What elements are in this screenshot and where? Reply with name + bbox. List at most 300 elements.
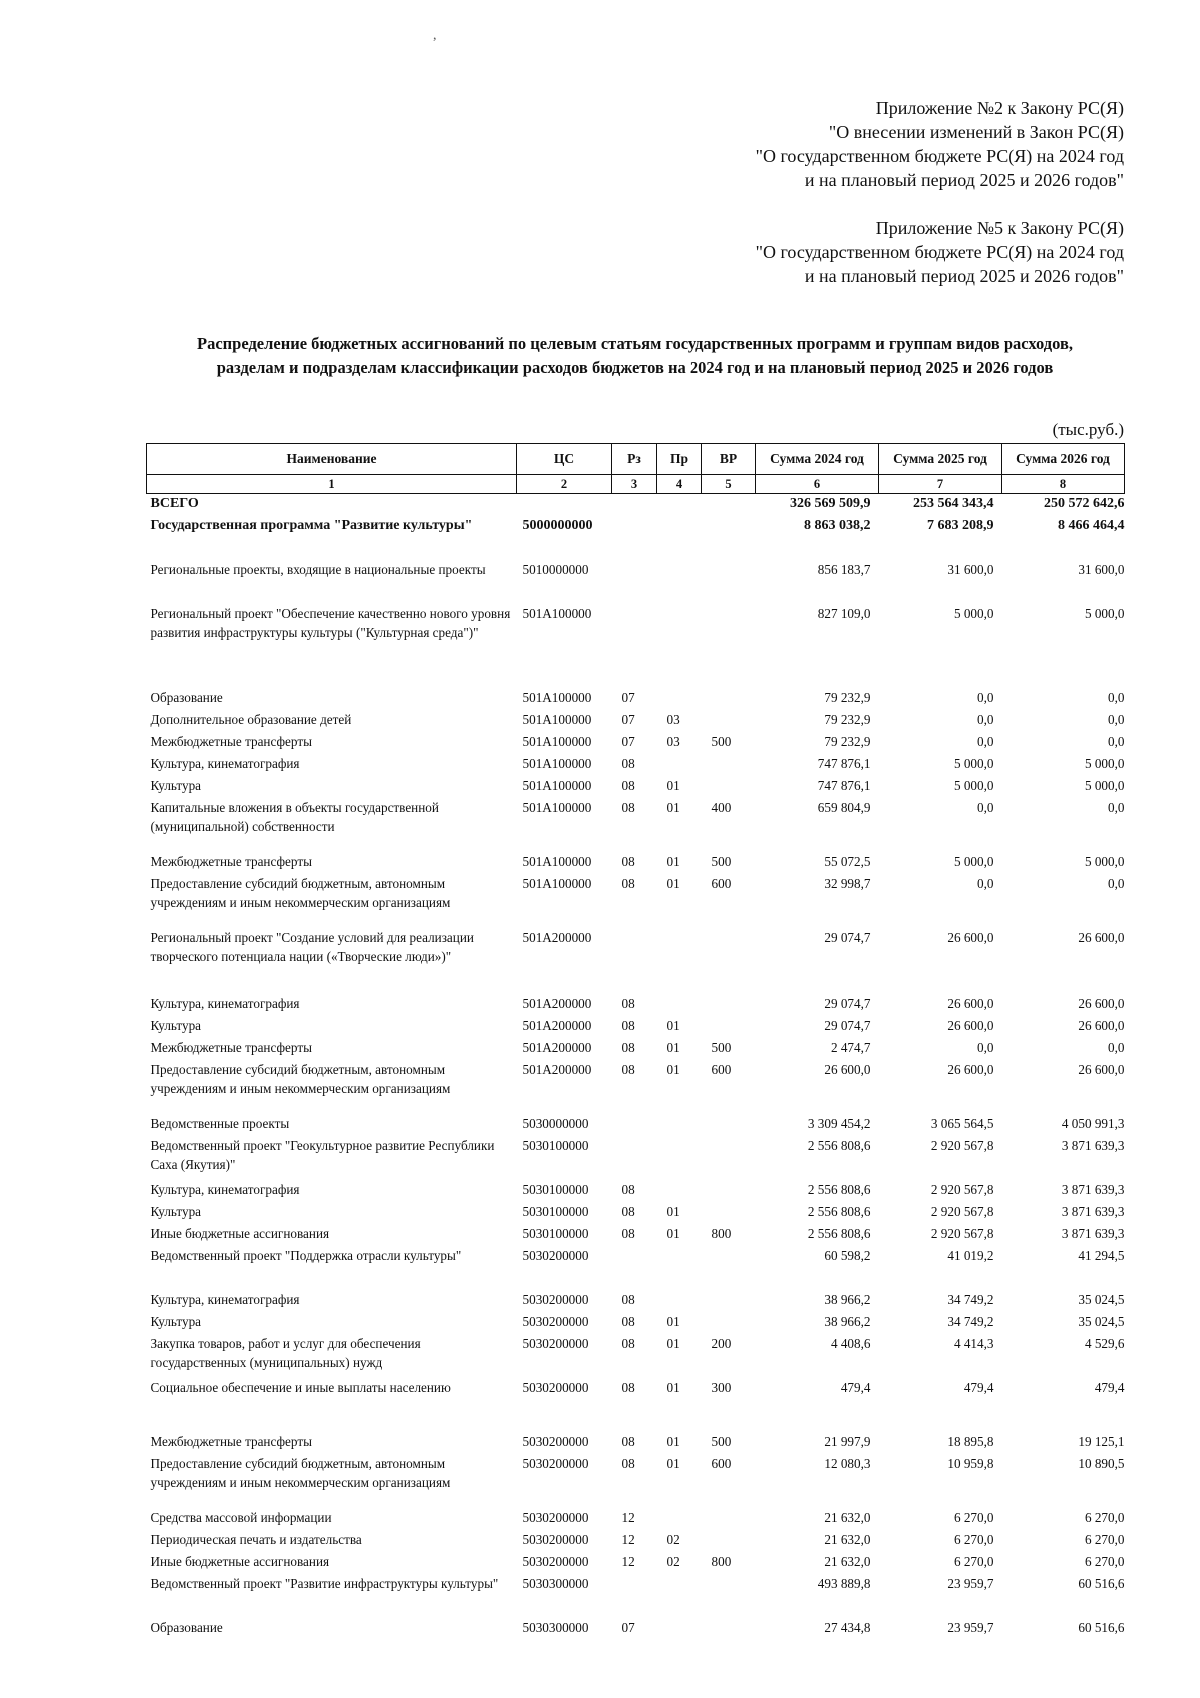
table-row [147, 1618, 1125, 1640]
table-header-row [147, 444, 1125, 475]
cell-pr: 03 [666, 734, 680, 749]
cell-vr [702, 516, 756, 560]
table-row [147, 516, 1125, 560]
table-row [147, 1290, 1125, 1312]
cell-vr: 500 [711, 1040, 732, 1055]
cell-sum-2024: 4 408,6 [830, 1336, 871, 1351]
cell-sum-2025: 2 920 567,8 [930, 1182, 994, 1197]
cell-sum-2026: 26 600,0 [1078, 996, 1125, 1011]
cell-cs: 5030200000 [522, 1336, 589, 1351]
cell-name: Иные бюджетные ассигнования [150, 1554, 330, 1569]
cell-sum-2025: 6 270,0 [953, 1532, 994, 1547]
table-row [147, 1552, 1125, 1574]
cell-sum-2025: 26 600,0 [947, 930, 994, 945]
cell-cs: 501A100000 [522, 756, 592, 771]
cell-sum-2024: 29 074,7 [824, 930, 871, 945]
cell-rz: 08 [621, 1292, 635, 1307]
cell-sum-2024: 856 183,7 [817, 562, 871, 577]
cell-pr: 01 [666, 1456, 680, 1471]
cell-pr [657, 1180, 702, 1202]
cell-vr [702, 1574, 756, 1618]
cell-vr [702, 604, 756, 688]
table-row [147, 1574, 1125, 1618]
table-row [147, 928, 1125, 994]
table-row [147, 494, 1125, 517]
cell-pr [657, 994, 702, 1016]
cell-sum-2025: 26 600,0 [947, 1018, 994, 1033]
cell-sum-2026: 35 024,5 [1078, 1292, 1125, 1307]
cell-sum-2024: 32 998,7 [824, 876, 871, 891]
cell-cs: 5030200000 [522, 1314, 589, 1329]
cell-vr: 800 [711, 1554, 732, 1569]
column-header-name: Наименование [147, 444, 517, 475]
title-line: Распределение бюджетных ассигнований по целевым статьям государственных программ и группам видов расходов, [197, 334, 1073, 353]
appendix-line: и на плановый период 2025 и 2026 годов" [804, 266, 1124, 286]
cell-sum-2025: 41 019,2 [947, 1248, 994, 1263]
table-row [147, 604, 1125, 688]
cell-rz: 08 [621, 1336, 635, 1351]
cell-sum-2026: 6 270,0 [1084, 1532, 1125, 1547]
cell-pr [657, 688, 702, 710]
cell-rz: 08 [621, 1018, 635, 1033]
cell-sum-2026: 19 125,1 [1078, 1434, 1125, 1449]
cell-sum-2025: 34 749,2 [947, 1292, 994, 1307]
cell-vr [702, 710, 756, 732]
cell-pr: 03 [666, 712, 680, 727]
cell-sum-2026: 0,0 [1108, 712, 1125, 727]
column-number: 8 [1002, 475, 1125, 494]
cell-sum-2024: 26 600,0 [824, 1062, 871, 1077]
cell-sum-2024: 2 556 808,6 [807, 1204, 871, 1219]
document-title [140, 332, 1130, 380]
cell-cs: 5030200000 [522, 1292, 589, 1307]
cell-rz: 08 [621, 1456, 635, 1471]
table-row [147, 732, 1125, 754]
cell-sum-2024: 2 556 808,6 [807, 1182, 871, 1197]
cell-sum-2024: 2 556 808,6 [807, 1138, 871, 1153]
budget-table [146, 443, 1125, 1640]
cell-sum-2026: 3 871 639,3 [1061, 1226, 1125, 1241]
cell-cs: 5030200000 [522, 1456, 589, 1471]
cell-sum-2025: 10 959,8 [947, 1456, 994, 1471]
cell-pr [657, 516, 702, 560]
cell-sum-2026: 4 050 991,3 [1061, 1116, 1125, 1131]
table-row [147, 1432, 1125, 1454]
cell-pr: 01 [666, 876, 680, 891]
cell-sum-2024: 2 556 808,6 [807, 1226, 871, 1241]
cell-pr [657, 1246, 702, 1290]
table-row [147, 1136, 1125, 1180]
cell-vr: 500 [711, 734, 732, 749]
table-row [147, 1530, 1125, 1552]
cell-cs: 5030100000 [522, 1138, 589, 1153]
cell-rz: 08 [621, 778, 635, 793]
cell-pr [657, 560, 702, 604]
column-number: 4 [657, 475, 702, 494]
table-row [147, 874, 1125, 928]
cell-vr [702, 560, 756, 604]
column-number: 2 [517, 475, 612, 494]
cell-vr: 400 [711, 800, 732, 815]
cell-name: Межбюджетные трансферты [150, 1040, 312, 1055]
table-row [147, 1312, 1125, 1334]
cell-sum-2025: 4 414,3 [953, 1336, 994, 1351]
cell-vr [702, 1246, 756, 1290]
column-number: 5 [702, 475, 756, 494]
cell-cs: 5030100000 [522, 1182, 589, 1197]
table-row [147, 1114, 1125, 1136]
cell-vr [702, 688, 756, 710]
table-row [147, 1334, 1125, 1378]
cell-sum-2026: 3 871 639,3 [1061, 1138, 1125, 1153]
cell-sum-2025: 5 000,0 [953, 606, 994, 621]
cell-pr [657, 1114, 702, 1136]
cell-name: Государственная программа "Развитие культуры" [150, 518, 473, 533]
table-row [147, 852, 1125, 874]
cell-rz: 12 [621, 1554, 635, 1569]
appendix-note-5 [756, 216, 1124, 288]
cell-vr [702, 776, 756, 798]
cell-sum-2026: 60 516,6 [1078, 1576, 1125, 1591]
cell-sum-2026: 0,0 [1108, 800, 1125, 815]
cell-pr: 01 [666, 778, 680, 793]
column-number: 7 [879, 475, 1002, 494]
cell-sum-2025: 23 959,7 [947, 1620, 994, 1635]
cell-name: Капитальные вложения в объекты государственной (муниципальной) собственности [150, 800, 439, 834]
table-row [147, 1246, 1125, 1290]
cell-cs: 501A200000 [522, 1040, 592, 1055]
cell-sum-2024: 29 074,7 [824, 996, 871, 1011]
cell-name: Ведомственный проект "Геокультурное развитие Республики Саха (Якутия)" [150, 1138, 495, 1172]
cell-sum-2026: 26 600,0 [1078, 1062, 1125, 1077]
cell-pr [657, 1618, 702, 1640]
cell-cs: 501A200000 [522, 996, 592, 1011]
cell-rz: 07 [621, 712, 635, 727]
table-row [147, 754, 1125, 776]
cell-sum-2025: 0,0 [977, 734, 994, 749]
cell-sum-2024: 79 232,9 [824, 734, 871, 749]
column-number: 6 [756, 475, 879, 494]
cell-name: Предоставление субсидий бюджетным, автономным учреждениям и иным некоммерческим организациям [150, 1456, 451, 1490]
cell-sum-2026: 0,0 [1108, 1040, 1125, 1055]
cell-name: Культура [150, 1204, 202, 1219]
cell-sum-2026: 35 024,5 [1078, 1314, 1125, 1329]
cell-pr: 01 [666, 1380, 680, 1395]
cell-name: Социальное обеспечение и иные выплаты населению [150, 1380, 451, 1395]
appendix-note-2 [756, 96, 1124, 192]
cell-sum-2025: 3 065 564,5 [930, 1116, 994, 1131]
cell-vr [702, 1290, 756, 1312]
cell-name: Межбюджетные трансферты [150, 854, 312, 869]
cell-cs: 5030300000 [522, 1620, 589, 1635]
column-header-sum-2024: Сумма 2024 год [756, 444, 879, 475]
cell-sum-2024: 479,4 [840, 1380, 871, 1395]
title-line: разделам и подразделам классификации расходов бюджетов на 2024 год и на плановый период 2025 и 2026 годов [216, 358, 1054, 377]
cell-rz: 07 [621, 734, 635, 749]
cell-sum-2024: 38 966,2 [824, 1292, 871, 1307]
column-header-cs: ЦС [517, 444, 612, 475]
cell-name: Предоставление субсидий бюджетным, автономным учреждениям и иным некоммерческим организациям [150, 876, 451, 910]
cell-name: Культура, кинематография [150, 1292, 300, 1307]
cell-cs: 5030200000 [522, 1248, 589, 1263]
cell-sum-2024: 21 997,9 [824, 1434, 871, 1449]
cell-sum-2024: 493 889,8 [817, 1576, 871, 1591]
cell-cs: 501A100000 [522, 606, 592, 621]
cell-sum-2026: 0,0 [1108, 876, 1125, 891]
table-row [147, 1508, 1125, 1530]
cell-pr: 01 [666, 1204, 680, 1219]
cell-cs: 5030100000 [522, 1226, 589, 1241]
cell-sum-2025: 0,0 [977, 712, 994, 727]
cell-sum-2024: 38 966,2 [824, 1314, 871, 1329]
cell-sum-2025: 5 000,0 [953, 854, 994, 869]
cell-vr [702, 928, 756, 994]
cell-sum-2024: 21 632,0 [824, 1510, 871, 1525]
table-row [147, 688, 1125, 710]
cell-pr: 01 [666, 1314, 680, 1329]
cell-name: Иные бюджетные ассигнования [150, 1226, 330, 1241]
table-row [147, 1060, 1125, 1114]
cell-vr [702, 1016, 756, 1038]
cell-vr [702, 1180, 756, 1202]
appendix-line: и на плановый период 2025 и 2026 годов" [804, 170, 1124, 190]
cell-vr [702, 1202, 756, 1224]
cell-vr [702, 494, 756, 517]
cell-cs: 5030200000 [522, 1510, 589, 1525]
cell-name: Межбюджетные трансферты [150, 1434, 312, 1449]
cell-rz [612, 1114, 657, 1136]
table-row [147, 798, 1125, 852]
cell-rz: 08 [621, 1062, 635, 1077]
cell-sum-2026: 31 600,0 [1078, 562, 1125, 577]
column-header-pr: Пр [657, 444, 702, 475]
cell-pr: 02 [666, 1554, 680, 1569]
cell-rz [612, 560, 657, 604]
cell-name: Дополнительное образование детей [150, 712, 352, 727]
cell-name: Предоставление субсидий бюджетным, автономным учреждениям и иным некоммерческим организациям [150, 1062, 451, 1096]
cell-pr: 02 [666, 1532, 680, 1547]
cell-cs: 501A100000 [522, 854, 592, 869]
cell-name: Ведомственный проект "Поддержка отрасли культуры" [150, 1248, 462, 1263]
cell-sum-2025: 2 920 567,8 [930, 1204, 994, 1219]
cell-name: Образование [150, 690, 223, 705]
cell-pr [657, 1574, 702, 1618]
cell-rz: 08 [621, 1226, 635, 1241]
cell-sum-2026: 6 270,0 [1084, 1510, 1125, 1525]
cell-sum-2025: 31 600,0 [947, 562, 994, 577]
cell-name: Культура, кинематография [150, 756, 300, 771]
cell-name: Периодическая печать и издательства [150, 1532, 362, 1547]
cell-rz [612, 494, 657, 517]
cell-sum-2024: 827 109,0 [817, 606, 871, 621]
cell-sum-2026: 26 600,0 [1078, 1018, 1125, 1033]
cell-sum-2026: 26 600,0 [1078, 930, 1125, 945]
cell-vr: 600 [711, 1456, 732, 1471]
cell-rz [612, 516, 657, 560]
cell-cs: 5030100000 [522, 1204, 589, 1219]
cell-cs: 501A100000 [522, 778, 592, 793]
scan-speck: , [433, 28, 437, 43]
cell-sum-2024: 747 876,1 [817, 756, 871, 771]
cell-name: Региональный проект "Создание условий для реализации творческого потенциала нации («Творческие люди»)" [150, 930, 474, 964]
cell-sum-2024: 29 074,7 [824, 1018, 871, 1033]
cell-sum-2025: 6 270,0 [953, 1554, 994, 1569]
column-number: 3 [612, 475, 657, 494]
cell-rz: 12 [621, 1532, 635, 1547]
cell-pr: 01 [666, 1226, 680, 1241]
cell-name: Региональный проект "Обеспечение качественно нового уровня развития инфраструктуры культуры ("Культурная среда")" [150, 606, 511, 640]
cell-rz: 08 [621, 876, 635, 891]
cell-rz: 08 [621, 996, 635, 1011]
cell-sum-2024: 21 632,0 [824, 1532, 871, 1547]
table-row [147, 776, 1125, 798]
cell-pr [657, 1508, 702, 1530]
cell-rz [612, 1136, 657, 1180]
cell-rz: 07 [621, 690, 635, 705]
cell-sum-2024: 3 309 454,2 [807, 1116, 871, 1131]
cell-pr [657, 494, 702, 517]
cell-vr: 600 [711, 876, 732, 891]
cell-sum-2025: 26 600,0 [947, 996, 994, 1011]
cell-sum-2026: 0,0 [1108, 734, 1125, 749]
cell-cs: 501A100000 [522, 876, 592, 891]
appendix-line: "О государственном бюджете РС(Я) на 2024 год [755, 242, 1124, 262]
cell-cs: 5030200000 [522, 1554, 589, 1569]
cell-sum-2024: 747 876,1 [817, 778, 871, 793]
cell-cs: 5030300000 [522, 1576, 589, 1591]
cell-sum-2026: 250 572 642,6 [1044, 496, 1125, 511]
cell-name: Ведомственные проекты [150, 1116, 290, 1131]
cell-name: Культура [150, 778, 202, 793]
cell-name: Культура, кинематография [150, 996, 300, 1011]
appendix-line: "О государственном бюджете РС(Я) на 2024 год [755, 146, 1124, 166]
cell-sum-2024: 21 632,0 [824, 1554, 871, 1569]
cell-name: Культура [150, 1314, 202, 1329]
cell-sum-2026: 5 000,0 [1084, 854, 1125, 869]
cell-cs: 501A100000 [522, 734, 592, 749]
cell-name: Средства массовой информации [150, 1510, 332, 1525]
cell-sum-2025: 0,0 [977, 690, 994, 705]
cell-rz [612, 604, 657, 688]
cell-pr: 01 [666, 800, 680, 815]
table-row [147, 994, 1125, 1016]
cell-vr: 600 [711, 1062, 732, 1077]
table-row [147, 1180, 1125, 1202]
cell-rz: 08 [621, 854, 635, 869]
cell-cs: 501A100000 [522, 712, 592, 727]
cell-sum-2025: 2 920 567,8 [930, 1226, 994, 1241]
cell-pr: 01 [666, 854, 680, 869]
cell-sum-2025: 7 683 208,9 [927, 518, 994, 533]
cell-rz [612, 1574, 657, 1618]
cell-pr: 01 [666, 1434, 680, 1449]
cell-sum-2025: 0,0 [977, 1040, 994, 1055]
cell-sum-2026: 8 466 464,4 [1058, 518, 1125, 533]
cell-sum-2025: 479,4 [963, 1380, 994, 1395]
cell-vr [702, 1114, 756, 1136]
cell-cs: 5030200000 [522, 1434, 589, 1449]
cell-sum-2024: 659 804,9 [817, 800, 871, 815]
cell-rz: 08 [621, 1380, 635, 1395]
cell-pr: 01 [666, 1336, 680, 1351]
cell-rz [612, 928, 657, 994]
table-row [147, 1202, 1125, 1224]
cell-name: Региональные проекты, входящие в национальные проекты [150, 562, 486, 577]
cell-pr [657, 1136, 702, 1180]
cell-sum-2026: 0,0 [1108, 690, 1125, 705]
cell-sum-2024: 326 569 509,9 [790, 496, 871, 511]
cell-sum-2025: 253 564 343,4 [913, 496, 994, 511]
cell-sum-2026: 6 270,0 [1084, 1554, 1125, 1569]
cell-name: Культура [150, 1018, 202, 1033]
table-row [147, 1224, 1125, 1246]
cell-sum-2025: 0,0 [977, 876, 994, 891]
cell-vr: 300 [711, 1380, 732, 1395]
cell-sum-2025: 34 749,2 [947, 1314, 994, 1329]
table-row [147, 1016, 1125, 1038]
cell-rz: 08 [621, 1040, 635, 1055]
cell-vr [702, 1618, 756, 1640]
cell-sum-2026: 479,4 [1094, 1380, 1125, 1395]
cell-name: Культура, кинематография [150, 1182, 300, 1197]
cell-sum-2024: 60 598,2 [824, 1248, 871, 1263]
cell-vr: 500 [711, 1434, 732, 1449]
table-row [147, 1454, 1125, 1508]
table-row [147, 1038, 1125, 1060]
cell-name: ВСЕГО [150, 496, 199, 511]
cell-sum-2025: 6 270,0 [953, 1510, 994, 1525]
column-header-rz: Рз [612, 444, 657, 475]
cell-cs: 501A100000 [522, 800, 592, 815]
cell-rz: 08 [621, 1434, 635, 1449]
cell-sum-2024: 55 072,5 [824, 854, 871, 869]
column-number-row [147, 475, 1125, 494]
cell-sum-2025: 2 920 567,8 [930, 1138, 994, 1153]
cell-sum-2025: 5 000,0 [953, 778, 994, 793]
cell-rz: 08 [621, 800, 635, 815]
cell-name: Ведомственный проект "Развитие инфраструктуры культуры" [150, 1576, 499, 1591]
cell-sum-2026: 60 516,6 [1078, 1620, 1125, 1635]
cell-sum-2025: 18 895,8 [947, 1434, 994, 1449]
cell-sum-2026: 5 000,0 [1084, 606, 1125, 621]
cell-pr [657, 604, 702, 688]
column-header-sum-2026: Сумма 2026 год [1002, 444, 1125, 475]
cell-vr: 800 [711, 1226, 732, 1241]
cell-sum-2026: 3 871 639,3 [1061, 1204, 1125, 1219]
cell-pr [657, 928, 702, 994]
cell-sum-2024: 79 232,9 [824, 690, 871, 705]
cell-vr [702, 994, 756, 1016]
cell-sum-2024: 12 080,3 [824, 1456, 871, 1471]
cell-cs: 5030200000 [522, 1532, 589, 1547]
column-number: 1 [147, 475, 517, 494]
cell-sum-2026: 3 871 639,3 [1061, 1182, 1125, 1197]
cell-sum-2024: 2 474,7 [830, 1040, 871, 1055]
cell-vr [702, 1136, 756, 1180]
cell-sum-2026: 5 000,0 [1084, 778, 1125, 793]
cell-rz: 12 [621, 1510, 635, 1525]
cell-pr: 01 [666, 1062, 680, 1077]
cell-sum-2024: 79 232,9 [824, 712, 871, 727]
units-label: (тыс.руб.) [1052, 420, 1124, 439]
cell-name: Межбюджетные трансферты [150, 734, 312, 749]
cell-rz: 08 [621, 1314, 635, 1329]
cell-cs: 501A100000 [522, 690, 592, 705]
cell-cs: 501A200000 [522, 1062, 592, 1077]
cell-cs: 5030200000 [522, 1380, 589, 1395]
column-header-sum-2025: Сумма 2025 год [879, 444, 1002, 475]
cell-sum-2026: 41 294,5 [1078, 1248, 1125, 1263]
